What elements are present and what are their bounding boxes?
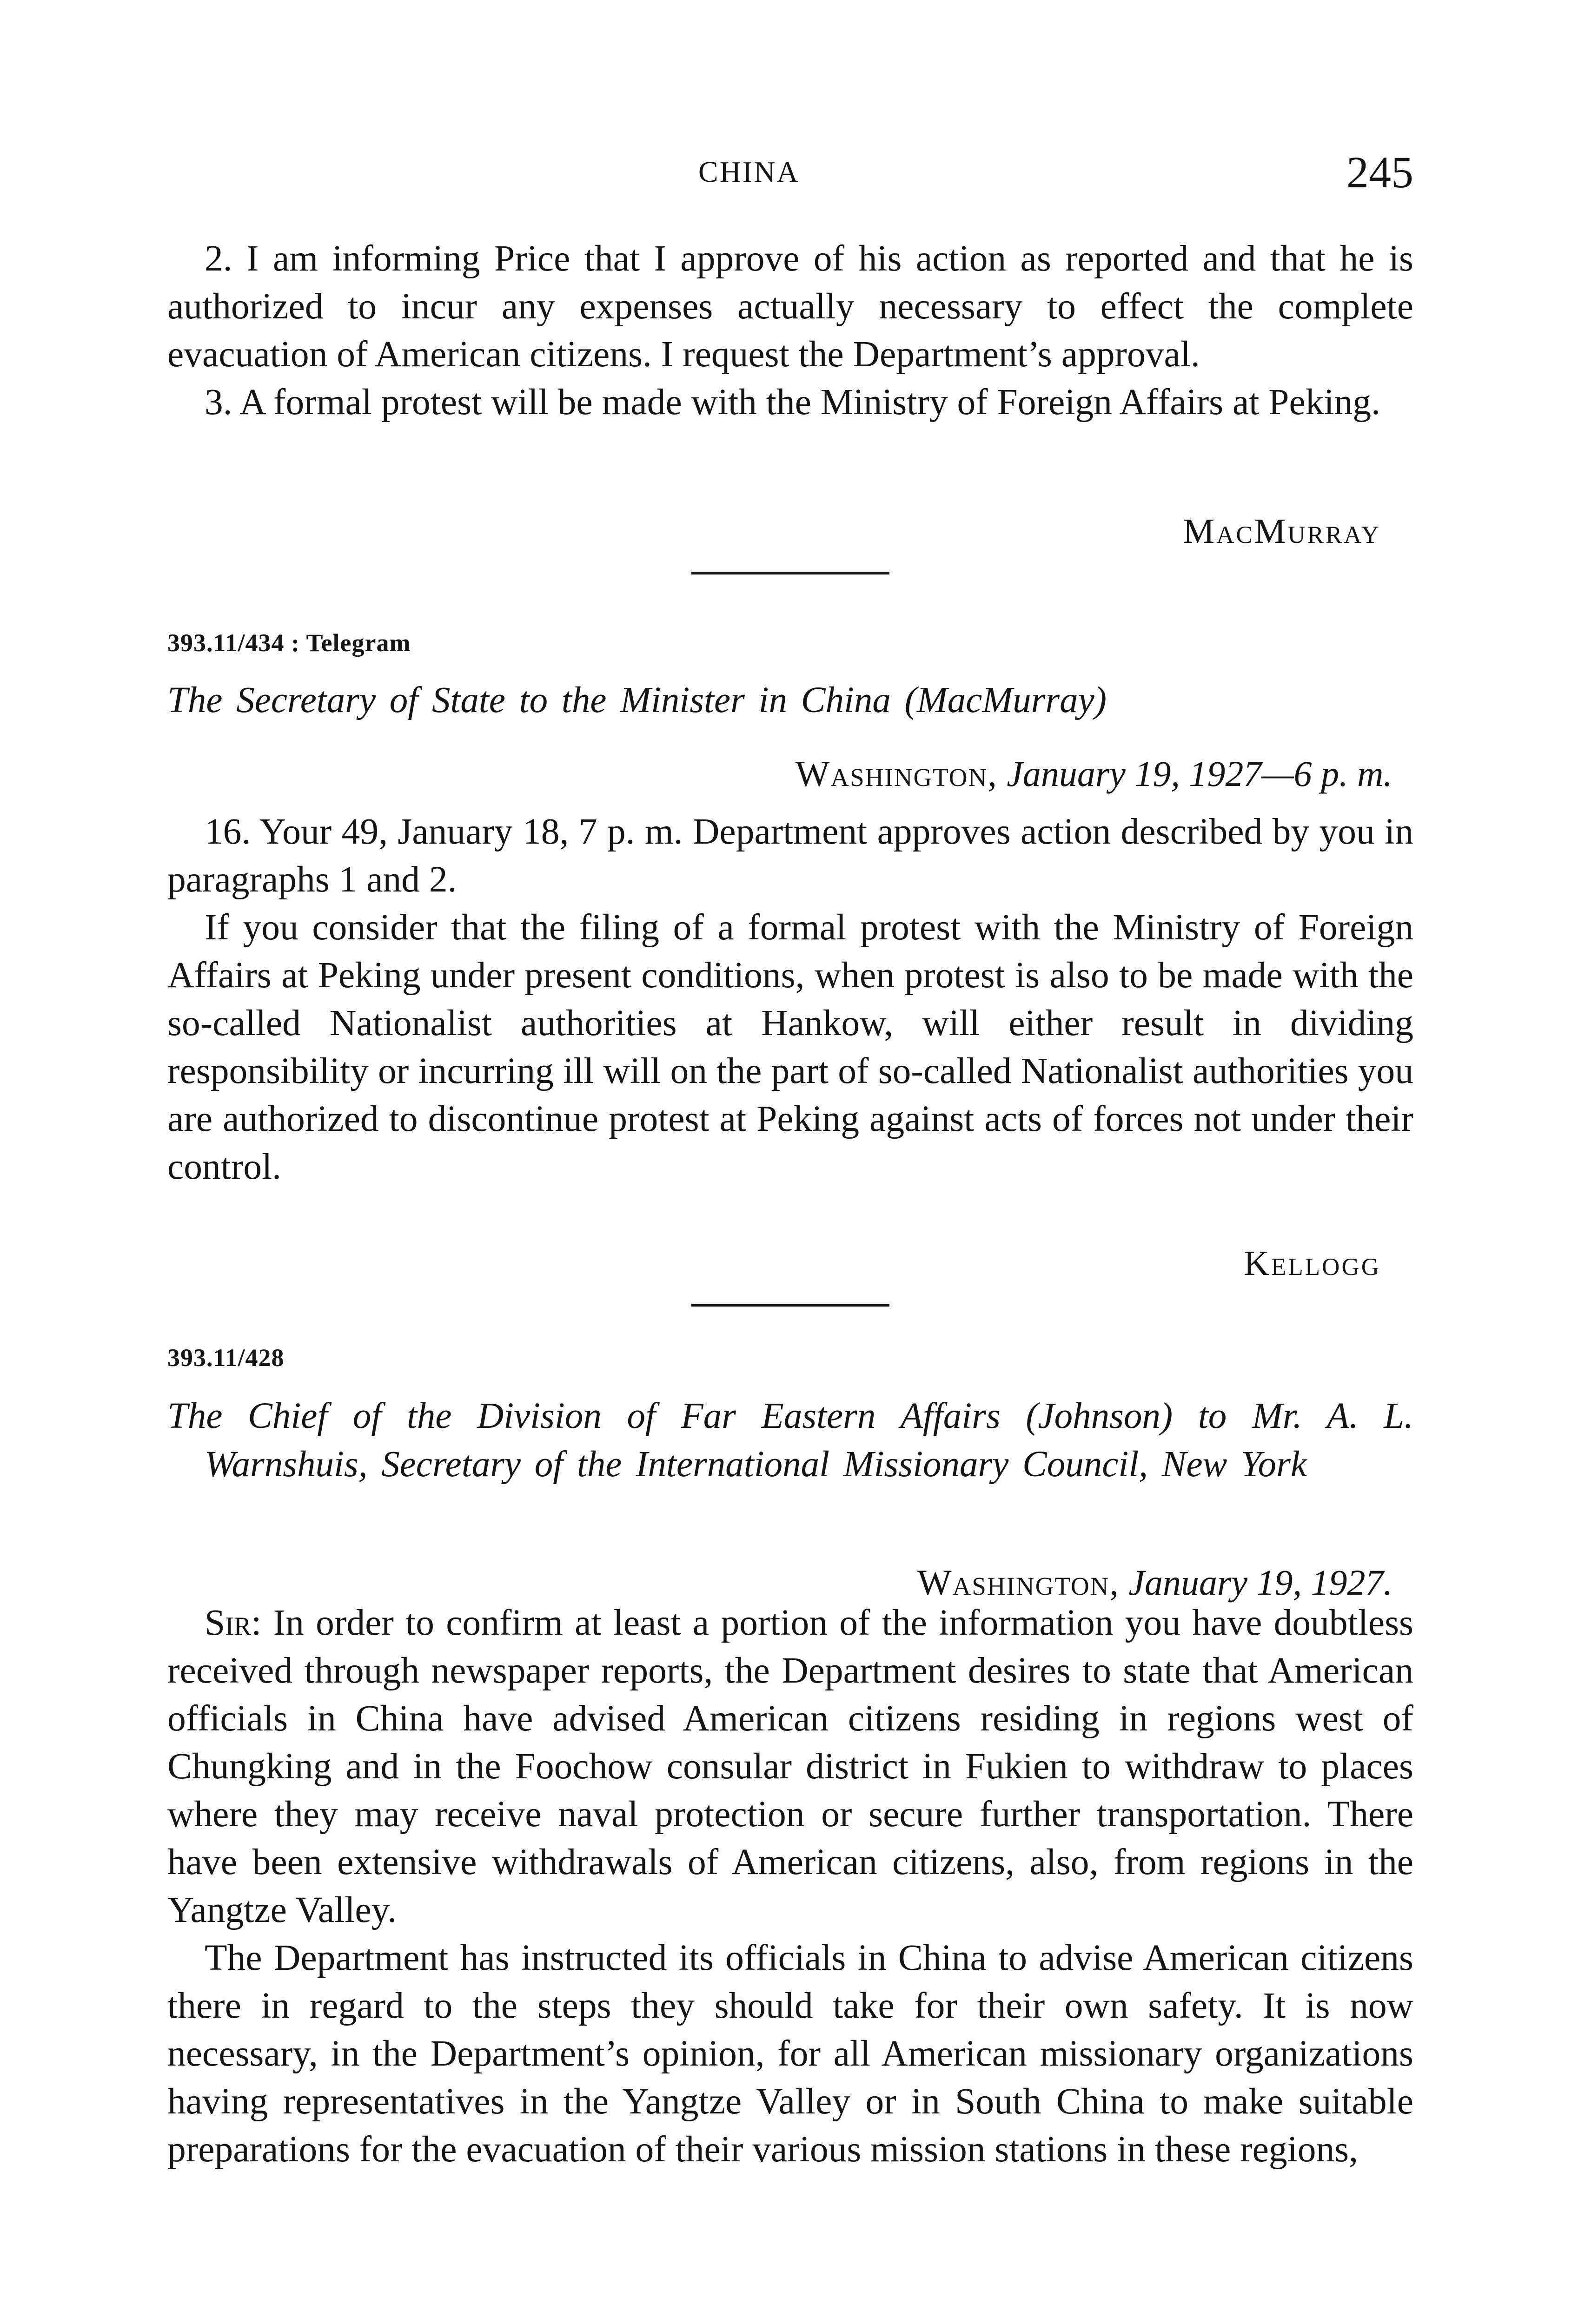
paragraph xyxy=(167,1599,1413,1934)
telegram-body xyxy=(167,808,1413,1191)
paragraph: 16. Your 49, January 18, 7 p. m. Department approves action described by you in paragraphs 1 and 2. xyxy=(167,811,1413,900)
salutation: Sir: xyxy=(205,1602,262,1643)
file-reference: 393.11/428 xyxy=(167,1344,285,1372)
section-divider xyxy=(691,1304,889,1307)
document-title xyxy=(167,676,1413,725)
paragraph: 2. I am informing Price that I approve of his action as reported and that he is authorized to incur any expenses actually necessary to effect the complete evacuation of American citizens. I request the Department’s approval. xyxy=(167,238,1413,375)
paragraph: The Department has instructed its officials in China to advise American citizens there in regard to the steps they should take for their own safety. It is now necessary, in the Department’s opinion, for all American missionary organizations having representatives in the Yangtze Valley or in South China to make suitable preparations for the evacuation of their various mission stations in these regions, xyxy=(167,1937,1413,2170)
file-reference: 393.11/434 : Telegram xyxy=(167,629,411,657)
page-number: 245 xyxy=(1346,147,1413,197)
paragraph: 3. A formal protest will be made with the Ministry of Foreign Affairs at Peking. xyxy=(205,382,1380,423)
document-title xyxy=(167,1392,1413,1489)
signature-macmurray: MacMurray xyxy=(1183,512,1381,551)
dateline-place: Washington, xyxy=(917,1562,1120,1603)
dateline-date: January 19, 1927—6 p. m. xyxy=(1007,753,1392,794)
letter-body xyxy=(167,1599,1413,2173)
section-divider xyxy=(691,572,889,574)
signature-kellogg: Kellogg xyxy=(1244,1244,1381,1283)
paragraph-text: In order to confirm at least a portion of the information you have doubtless received through newspaper reports, the Department desires to state that American officials in China have advised American citizens residing in regions west of Chungking and in the Foochow consular district in Fukien to withdraw to places where they may receive naval protection or secure further transportation. There have been extensive withdrawals of American citizens, also, from regions in the Yangtze Valley. xyxy=(167,1602,1413,1930)
document-title-text: The Chief of the Division of Far Eastern Affairs (Johnson) to Mr. A. L. Warnshuis, Secretary of the International Missionary Council, New York xyxy=(167,1396,1413,1485)
page-header xyxy=(167,146,1413,198)
document-title-text: The Secretary of State to the Minister in China (MacMurray) xyxy=(167,680,1107,720)
paragraph: If you consider that the filing of a formal protest with the Ministry of Foreign Affairs at Peking under present conditions, when protest is also to be made with the so-called Nationalist authorities at Hankow, will either result in dividing responsibility or incurring ill will on the part of so-called Nationalist authorities you are authorized to discontinue protest at Peking against acts of forces not under their control. xyxy=(167,907,1413,1187)
dateline xyxy=(796,753,1392,795)
dateline-place: Washington, xyxy=(795,753,998,794)
continued-telegram-body xyxy=(167,235,1413,426)
running-head: CHINA xyxy=(698,155,800,188)
dateline-date: January 19, 1927. xyxy=(1128,1562,1392,1603)
dateline xyxy=(917,1562,1392,1604)
